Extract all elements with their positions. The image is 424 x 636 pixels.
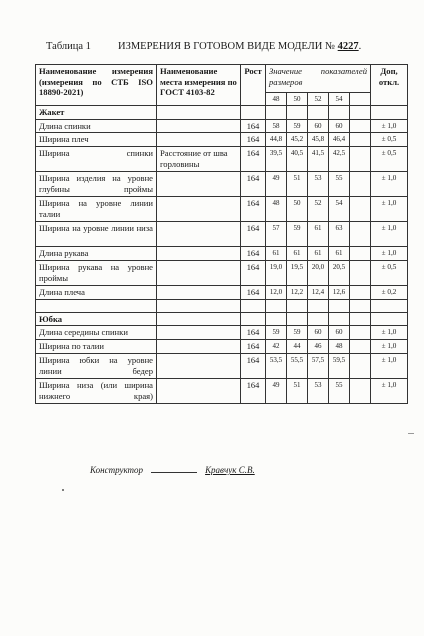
edge-mark xyxy=(408,433,414,434)
size-value: 63 xyxy=(329,222,350,247)
measurement-name: Ширина по талии xyxy=(36,340,157,354)
measurement-place xyxy=(157,197,241,222)
size-value: 45,2 xyxy=(287,133,308,147)
empty-cell xyxy=(329,312,350,326)
rost-value: 164 xyxy=(241,133,266,147)
header-values-line2: размеров xyxy=(269,76,303,87)
rost-value: 164 xyxy=(241,119,266,133)
table-row xyxy=(36,326,408,340)
empty-cell xyxy=(287,312,308,326)
size-value: 59 xyxy=(266,326,287,340)
table-row xyxy=(36,285,408,299)
tolerance-value: ± 1,0 xyxy=(371,197,408,222)
tolerance-value: ± 0,5 xyxy=(371,147,408,172)
rost-value: 164 xyxy=(241,197,266,222)
empty-cell xyxy=(266,312,287,326)
rost-value: 164 xyxy=(241,340,266,354)
size-value: 61 xyxy=(287,247,308,261)
empty-cell xyxy=(308,312,329,326)
signature-line xyxy=(90,464,255,475)
size-value: 53 xyxy=(308,172,329,197)
empty-size-cell xyxy=(350,247,371,261)
size-value: 61 xyxy=(329,247,350,261)
measurement-place xyxy=(157,353,241,378)
empty-cell xyxy=(371,106,408,120)
size-value: 12,6 xyxy=(329,285,350,299)
size-value: 51 xyxy=(287,378,308,403)
size-value: 60 xyxy=(329,326,350,340)
tolerance-value: ± 1,0 xyxy=(371,353,408,378)
rost-value: 164 xyxy=(241,247,266,261)
table-row xyxy=(36,172,408,197)
measurement-name: Ширина изделия на уровне глубины проймы xyxy=(36,172,157,197)
section-row xyxy=(36,106,408,120)
empty-cell xyxy=(329,299,350,312)
empty-cell xyxy=(287,106,308,120)
empty-cell xyxy=(241,312,266,326)
size-value: 55 xyxy=(329,172,350,197)
size-value: 53 xyxy=(308,378,329,403)
table-title: ИЗМЕРЕНИЯ В ГОТОВОМ ВИДЕ МОДЕЛИ № 4227. xyxy=(118,41,362,52)
tolerance-value: ± 1,0 xyxy=(371,172,408,197)
size-value: 48 xyxy=(329,340,350,354)
size-value: 60 xyxy=(308,326,329,340)
tolerance-value: ± 1,0 xyxy=(371,378,408,403)
empty-cell xyxy=(329,106,350,120)
empty-cell xyxy=(266,106,287,120)
size-value: 20,5 xyxy=(329,260,350,285)
table-row xyxy=(36,133,408,147)
table-row xyxy=(36,247,408,261)
table-row xyxy=(36,197,408,222)
empty-size-cell xyxy=(350,260,371,285)
empty-size-cell xyxy=(350,378,371,403)
empty-cell xyxy=(157,312,241,326)
measurement-name: Длина середины спинки xyxy=(36,326,157,340)
empty-cell xyxy=(350,312,371,326)
section-title: Жакет xyxy=(36,106,157,120)
empty-cell xyxy=(308,299,329,312)
section-row xyxy=(36,312,408,326)
tolerance-value: ± 1,0 xyxy=(371,340,408,354)
measurements-table xyxy=(35,64,408,404)
empty-size-cell xyxy=(350,172,371,197)
size-value: 51 xyxy=(287,172,308,197)
table-caption xyxy=(46,41,362,52)
size-value: 39,5 xyxy=(266,147,287,172)
rost-value: 164 xyxy=(241,172,266,197)
header-measurement-place: Наименование места измерения по ГОСТ 4103-82 xyxy=(157,65,241,106)
size-header: 52 xyxy=(308,93,329,106)
size-value: 55 xyxy=(329,378,350,403)
empty-cell xyxy=(371,312,408,326)
header-rost: Рост xyxy=(241,65,266,106)
size-value: 59,5 xyxy=(329,353,350,378)
size-value: 54 xyxy=(329,197,350,222)
measurement-name: Ширина юбки на уровне линии бедер xyxy=(36,353,157,378)
measurement-place xyxy=(157,378,241,403)
size-value: 49 xyxy=(266,172,287,197)
spacer-row xyxy=(36,299,408,312)
tolerance-value: ± 1,0 xyxy=(371,247,408,261)
size-value: 40,5 xyxy=(287,147,308,172)
designer-role: Конструктор xyxy=(90,465,144,475)
size-value: 57 xyxy=(266,222,287,247)
size-header: 50 xyxy=(287,93,308,106)
size-value: 12,2 xyxy=(287,285,308,299)
size-header: 48 xyxy=(266,93,287,106)
empty-size-cell xyxy=(350,197,371,222)
rost-value: 164 xyxy=(241,222,266,247)
stray-mark xyxy=(62,489,64,491)
table-title-text: ИЗМЕРЕНИЯ В ГОТОВОМ ВИДЕ МОДЕЛИ № xyxy=(118,41,336,52)
size-value: 44 xyxy=(287,340,308,354)
empty-size-cell xyxy=(350,147,371,172)
empty-size-cell xyxy=(350,133,371,147)
size-value: 61 xyxy=(266,247,287,261)
size-value: 42,5 xyxy=(329,147,350,172)
empty-cell xyxy=(157,299,241,312)
size-value: 42 xyxy=(266,340,287,354)
header-tolerance: Доп, откл. xyxy=(371,65,408,106)
table-row xyxy=(36,378,408,403)
measurement-name: Длина спинки xyxy=(36,119,157,133)
empty-cell xyxy=(36,299,157,312)
measurement-place xyxy=(157,340,241,354)
size-value: 53,5 xyxy=(266,353,287,378)
size-value: 46,4 xyxy=(329,133,350,147)
size-value: 61 xyxy=(308,222,329,247)
size-value: 41,5 xyxy=(308,147,329,172)
measurement-name: Ширина на уровне линии талии xyxy=(36,197,157,222)
measurement-place xyxy=(157,172,241,197)
empty-size-cell xyxy=(350,222,371,247)
empty-size-cell xyxy=(350,340,371,354)
size-value: 50 xyxy=(287,197,308,222)
size-value: 12,4 xyxy=(308,285,329,299)
size-value: 60 xyxy=(329,119,350,133)
measurement-place xyxy=(157,222,241,247)
size-header: 54 xyxy=(329,93,350,106)
table-row xyxy=(36,340,408,354)
empty-cell xyxy=(241,299,266,312)
measurement-place xyxy=(157,326,241,340)
empty-cell xyxy=(350,106,371,120)
size-value: 55,5 xyxy=(287,353,308,378)
empty-cell xyxy=(371,299,408,312)
measurement-place: Расстояние от шва горловины xyxy=(157,147,241,172)
measurement-name: Ширина рукава на уровне проймы xyxy=(36,260,157,285)
size-value: 45,8 xyxy=(308,133,329,147)
measurement-name: Ширина на уровне линии низа xyxy=(36,222,157,247)
size-value: 19,0 xyxy=(266,260,287,285)
table-row xyxy=(36,222,408,247)
empty-size-cell xyxy=(350,285,371,299)
rost-value: 164 xyxy=(241,326,266,340)
size-value: 52 xyxy=(308,197,329,222)
size-header-empty xyxy=(350,93,371,106)
size-value: 58 xyxy=(266,119,287,133)
tolerance-value: ± 0,5 xyxy=(371,133,408,147)
table-row xyxy=(36,119,408,133)
header-values xyxy=(266,65,371,93)
empty-cell xyxy=(241,106,266,120)
empty-cell xyxy=(350,299,371,312)
table-row xyxy=(36,260,408,285)
size-value: 57,5 xyxy=(308,353,329,378)
size-value: 61 xyxy=(308,247,329,261)
measurement-place xyxy=(157,119,241,133)
size-value: 44,8 xyxy=(266,133,287,147)
tolerance-value: ± 0,2 xyxy=(371,285,408,299)
designer-name: Кравчук С.В. xyxy=(205,465,255,475)
header-row xyxy=(36,65,408,93)
empty-size-cell xyxy=(350,119,371,133)
signature-blank xyxy=(151,464,197,473)
size-value: 59 xyxy=(287,326,308,340)
measurement-name: Ширина низа (или ширина нижнего края) xyxy=(36,378,157,403)
size-value: 59 xyxy=(287,119,308,133)
empty-cell xyxy=(266,299,287,312)
size-value: 20,0 xyxy=(308,260,329,285)
measurement-name: Ширина плеч xyxy=(36,133,157,147)
rost-value: 164 xyxy=(241,285,266,299)
measurement-place xyxy=(157,133,241,147)
tolerance-value: ± 1,0 xyxy=(371,222,408,247)
measurement-place xyxy=(157,247,241,261)
empty-cell xyxy=(287,299,308,312)
rost-value: 164 xyxy=(241,353,266,378)
tolerance-value: ± 1,0 xyxy=(371,326,408,340)
size-value: 12,0 xyxy=(266,285,287,299)
rost-value: 164 xyxy=(241,378,266,403)
size-value: 49 xyxy=(266,378,287,403)
empty-size-cell xyxy=(350,326,371,340)
size-value: 48 xyxy=(266,197,287,222)
rost-value: 164 xyxy=(241,147,266,172)
measurement-name: Ширина спинки xyxy=(36,147,157,172)
empty-cell xyxy=(308,106,329,120)
empty-cell xyxy=(157,106,241,120)
size-value: 59 xyxy=(287,222,308,247)
header-values-line1: Значение показателей xyxy=(269,66,368,76)
tolerance-value: ± 0,5 xyxy=(371,260,408,285)
table-number: Таблица 1 xyxy=(46,41,91,52)
header-measurement-name: Наименование измерения (измерения по СТБ ISO 18890-2021) xyxy=(36,65,157,106)
table-row xyxy=(36,353,408,378)
table-row xyxy=(36,147,408,172)
section-title: Юбка xyxy=(36,312,157,326)
size-value: 19,5 xyxy=(287,260,308,285)
size-value: 60 xyxy=(308,119,329,133)
measurement-place xyxy=(157,285,241,299)
size-value: 46 xyxy=(308,340,329,354)
rost-value: 164 xyxy=(241,260,266,285)
measurement-place xyxy=(157,260,241,285)
tolerance-value: ± 1,0 xyxy=(371,119,408,133)
empty-size-cell xyxy=(350,353,371,378)
measurement-name: Длина рукава xyxy=(36,247,157,261)
model-number: 4227 xyxy=(337,41,359,52)
measurement-name: Длина плеча xyxy=(36,285,157,299)
